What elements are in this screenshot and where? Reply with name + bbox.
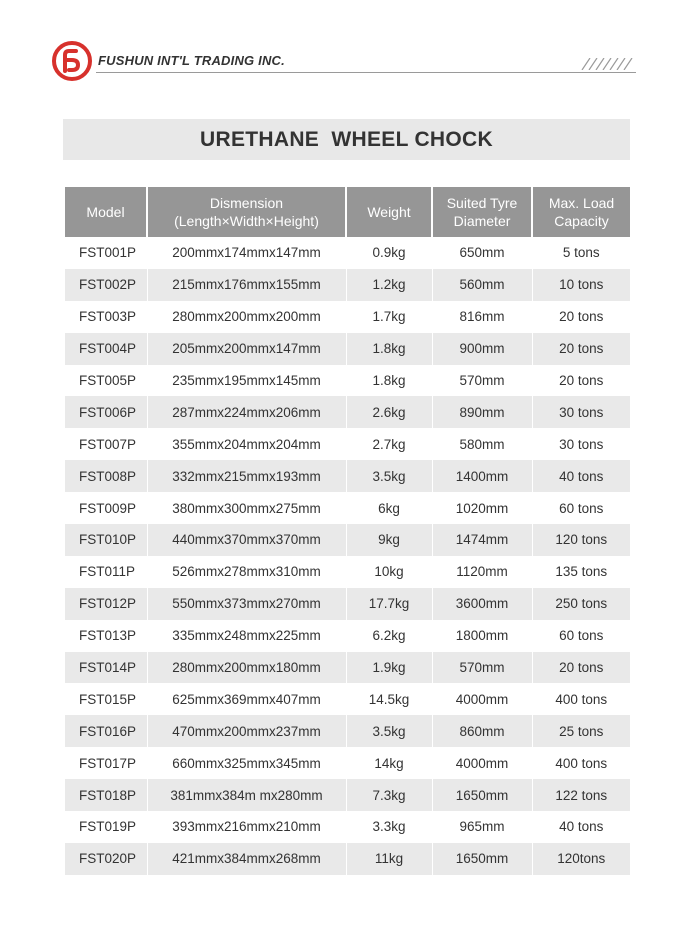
- table-cell: 14kg: [346, 747, 432, 779]
- table-cell: 2.6kg: [346, 396, 432, 428]
- column-header: [65, 187, 147, 237]
- table-cell: 4000mm: [432, 747, 532, 779]
- table-cell: 550mmx373mmx270mm: [147, 588, 346, 620]
- table-cell: FST013P: [65, 620, 147, 652]
- table-cell: FST009P: [65, 492, 147, 524]
- table-cell: FST011P: [65, 556, 147, 588]
- table-cell: 1.8kg: [346, 365, 432, 397]
- table-cell: 280mmx200mmx180mm: [147, 652, 346, 684]
- table-cell: FST014P: [65, 652, 147, 684]
- table-cell: 10 tons: [532, 269, 630, 301]
- table-row: [65, 524, 630, 556]
- table-cell: FST016P: [65, 715, 147, 747]
- table-cell: FST017P: [65, 747, 147, 779]
- table-row: [65, 333, 630, 365]
- company-name: FUSHUN INT'L TRADING INC.: [98, 53, 285, 68]
- table-cell: 280mmx200mmx200mm: [147, 301, 346, 333]
- table-cell: 14.5kg: [346, 683, 432, 715]
- table-cell: 7.3kg: [346, 779, 432, 811]
- table-cell: 200mmx174mmx147mm: [147, 237, 346, 269]
- header-divider: [96, 72, 636, 73]
- table-row: [65, 811, 630, 843]
- table-cell: 1400mm: [432, 460, 532, 492]
- table-cell: FST018P: [65, 779, 147, 811]
- table-cell: FST020P: [65, 843, 147, 875]
- table-cell: 860mm: [432, 715, 532, 747]
- table-cell: FST005P: [65, 365, 147, 397]
- table-cell: 440mmx370mmx370mm: [147, 524, 346, 556]
- table-cell: 2.7kg: [346, 428, 432, 460]
- table-cell: 20 tons: [532, 652, 630, 684]
- table-cell: FST004P: [65, 333, 147, 365]
- table-cell: 3.3kg: [346, 811, 432, 843]
- table-cell: 25 tons: [532, 715, 630, 747]
- table-cell: 30 tons: [559, 436, 604, 452]
- table-cell: 816mm: [432, 301, 532, 333]
- page-header: [50, 41, 640, 81]
- table-row: [65, 620, 630, 652]
- table-row: [65, 556, 630, 588]
- table-cell: 20 tons: [532, 333, 630, 365]
- table-cell: 60 tons: [559, 500, 604, 516]
- table-cell: 205mmx200mmx147mm: [147, 333, 346, 365]
- table-cell: 393mmx216mmx210mm: [147, 811, 346, 843]
- table-cell: 6.2kg: [346, 620, 432, 652]
- table-cell: FST007P: [65, 428, 147, 460]
- table-cell: 570mm: [432, 652, 532, 684]
- table-cell: 120tons: [532, 843, 630, 875]
- table-row: [65, 843, 630, 875]
- table-row: [65, 588, 630, 620]
- table-cell: 1.2kg: [346, 269, 432, 301]
- hatch-decoration: [580, 58, 636, 70]
- table-row: [65, 396, 630, 428]
- table-cell: 900mm: [432, 333, 532, 365]
- table-cell: 470mmx200mmx237mm: [147, 715, 346, 747]
- table-cell: 215mmx176mmx155mm: [147, 269, 346, 301]
- table-cell: 10kg: [346, 556, 432, 588]
- table-cell: 580mm: [432, 428, 532, 460]
- column-header: [346, 187, 432, 237]
- table-cell: 1474mm: [432, 524, 532, 556]
- table-cell: 332mmx215mmx193mm: [147, 460, 346, 492]
- table-row: [65, 779, 630, 811]
- table-cell: 890mm: [432, 396, 532, 428]
- table-cell: 1120mm: [432, 556, 532, 588]
- table-cell: 400 tons: [555, 691, 608, 707]
- table-cell: 20 tons: [559, 309, 604, 325]
- table-cell: FST008P: [65, 460, 147, 492]
- table-cell: 4000mm: [432, 683, 532, 715]
- table-row: [65, 365, 630, 397]
- table-cell: 3.5kg: [346, 460, 432, 492]
- column-header: [147, 187, 346, 237]
- column-header-line: Max. Load: [548, 195, 615, 211]
- spec-table: [65, 187, 630, 875]
- title-bar: [63, 119, 630, 160]
- table-cell: 235mmx195mmx145mm: [147, 365, 346, 397]
- table-cell: 287mmx224mmx206mm: [147, 396, 346, 428]
- table-cell: 1.8kg: [346, 333, 432, 365]
- table-cell: 5 tons: [562, 245, 600, 261]
- table-row: [65, 492, 630, 524]
- table-cell: 1.7kg: [346, 301, 432, 333]
- table-cell: 0.9kg: [346, 237, 432, 269]
- table-cell: 250 tons: [532, 588, 630, 620]
- table-body: [65, 237, 630, 875]
- table-cell: 17.7kg: [346, 588, 432, 620]
- table-cell: 335mmx248mmx225mm: [147, 620, 346, 652]
- table-row: [65, 747, 630, 779]
- table-cell: 30 tons: [532, 396, 630, 428]
- table-cell: 3.5kg: [346, 715, 432, 747]
- table-cell: 526mmx278mmx310mm: [147, 556, 346, 588]
- column-header-line: Capacity: [554, 213, 609, 229]
- table-cell: 560mm: [432, 269, 532, 301]
- table-cell: 3600mm: [432, 588, 532, 620]
- table-cell: 381mmx384m mx280mm: [147, 779, 346, 811]
- table-cell: 1650mm: [432, 779, 532, 811]
- table-cell: 421mmx384mmx268mm: [147, 843, 346, 875]
- table-cell: 122 tons: [532, 779, 630, 811]
- table-cell: FST002P: [65, 269, 147, 301]
- column-header-line: (Length×Width×Height): [174, 213, 319, 229]
- table-cell: 380mmx300mmx275mm: [147, 492, 346, 524]
- table-cell: FST003P: [65, 301, 147, 333]
- table-cell: 20 tons: [559, 373, 604, 388]
- table-row: [65, 428, 630, 460]
- column-header-line: Weight: [367, 204, 411, 220]
- column-header-line: Dismension: [209, 195, 284, 211]
- table-cell: 120 tons: [532, 524, 630, 556]
- page-title: URETHANE WHEEL CHOCK: [200, 127, 493, 151]
- table-row: [65, 683, 630, 715]
- table-cell: 6kg: [346, 492, 432, 524]
- table-cell: 1020mm: [432, 492, 532, 524]
- table-header-row: [65, 187, 630, 237]
- table-row: [65, 460, 630, 492]
- table-cell: FST019P: [65, 811, 147, 843]
- table-cell: FST006P: [65, 396, 147, 428]
- table-cell: 40 tons: [532, 460, 630, 492]
- column-header-line: Suited Tyre: [446, 195, 518, 211]
- table-cell: 135 tons: [555, 564, 608, 580]
- table-cell: 570mm: [432, 365, 532, 397]
- table-cell: 650mm: [432, 237, 532, 269]
- table-cell: FST010P: [65, 524, 147, 556]
- table-cell: 60 tons: [559, 628, 604, 644]
- table-cell: 400 tons: [555, 755, 608, 771]
- table-cell: 625mmx369mmx407mm: [147, 683, 346, 715]
- table-row: [65, 269, 630, 301]
- table-cell: 660mmx325mmx345mm: [147, 747, 346, 779]
- table-cell: 11kg: [346, 843, 432, 875]
- table-cell: FST001P: [65, 237, 147, 269]
- table-cell: 965mm: [432, 811, 532, 843]
- table-row: [65, 237, 630, 269]
- table-cell: 40 tons: [559, 819, 604, 835]
- table-cell: 1.9kg: [346, 652, 432, 684]
- table-row: [65, 652, 630, 684]
- table-row: [65, 301, 630, 333]
- table-cell: 9kg: [346, 524, 432, 556]
- table-row: [65, 715, 630, 747]
- table-cell: 355mmx204mmx204mm: [147, 428, 346, 460]
- table-cell: FST015P: [65, 683, 147, 715]
- company-logo-icon: [52, 41, 92, 81]
- table-cell: 1650mm: [432, 843, 532, 875]
- column-header: [532, 187, 630, 237]
- column-header-line: Diameter: [453, 213, 511, 229]
- column-header: [432, 187, 532, 237]
- table-cell: FST012P: [65, 588, 147, 620]
- table-cell: 1800mm: [432, 620, 532, 652]
- column-header-line: Model: [86, 204, 125, 220]
